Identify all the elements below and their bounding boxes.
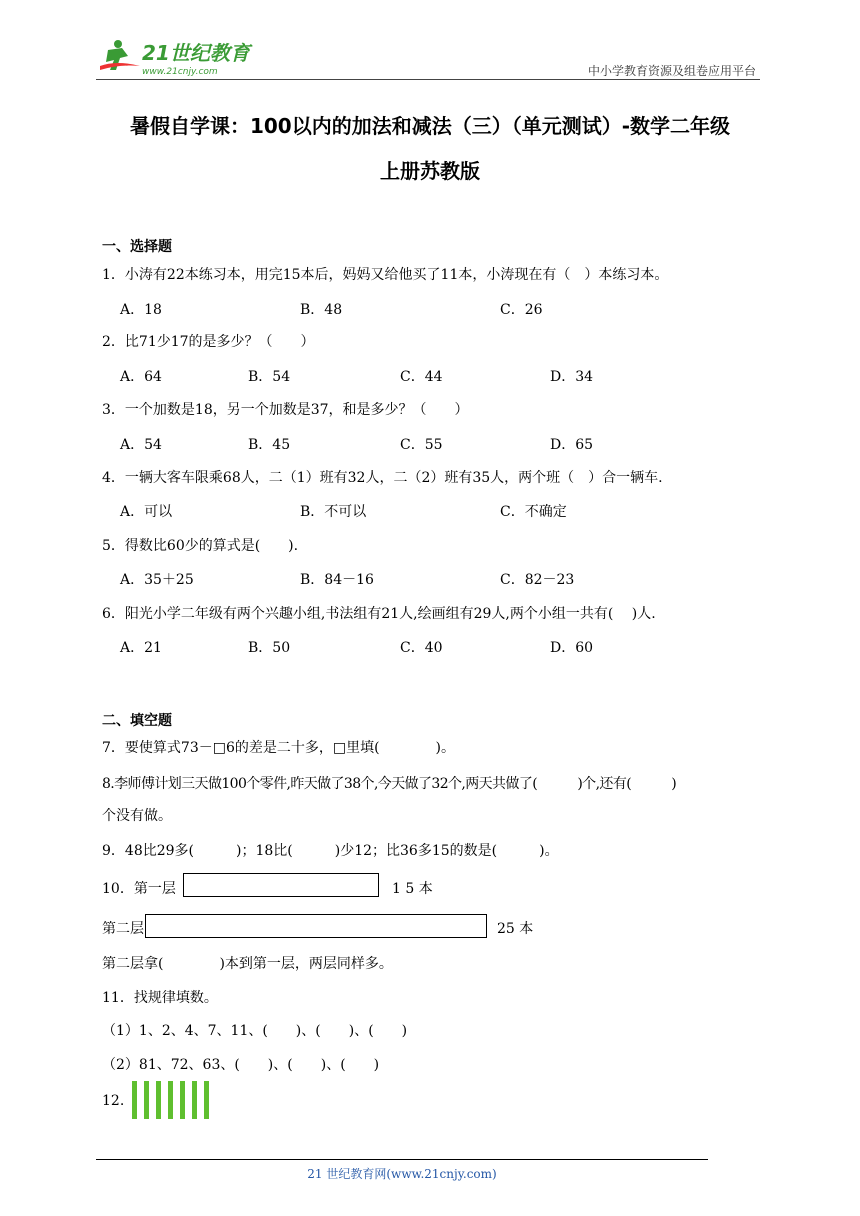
q2-option-c[interactable]: C．44 (400, 369, 443, 385)
question-11-part2: （2）81、72、63、( )、( )、( ) (102, 1057, 380, 1073)
q4-option-c[interactable]: C．不确定 (500, 504, 567, 520)
q6-option-b[interactable]: B．50 (248, 640, 291, 656)
q4-option-a[interactable]: A．可以 (120, 504, 173, 520)
question-7: 7．要使算式73－□6的差是二十多，□里填( )。 (102, 740, 456, 756)
q6-option-a[interactable]: A．21 (120, 640, 162, 656)
q10-label-floor2: 第二层 (102, 921, 144, 937)
sticks-icon (130, 1079, 220, 1121)
question-11-part1: （1）1、2、4、7、11、( )、( )、( ) (102, 1023, 408, 1039)
counting-stick (168, 1081, 173, 1119)
q4-option-b[interactable]: B．不可以 (300, 504, 367, 520)
q3-option-c[interactable]: C．55 (400, 437, 443, 453)
q10-bar-floor2 (145, 914, 487, 938)
q10-bar-floor1 (183, 873, 379, 897)
question-9: 9．48比29多( )；18比( )少12；比36多15的数是( )。 (102, 843, 559, 859)
counting-stick (180, 1081, 185, 1119)
question-5: 5．得数比60少的算式是( ). (102, 538, 299, 554)
platform-name: 中小学教育资源及组卷应用平台 (587, 64, 756, 78)
q5-option-a[interactable]: A．35＋25 (120, 572, 194, 588)
q3-option-a[interactable]: A．54 (120, 437, 162, 453)
question-8-line2: 个没有做。 (102, 808, 172, 824)
page-title-line2: 上册苏教版 (380, 159, 480, 183)
q6-option-c[interactable]: C．40 (400, 640, 443, 656)
logo-text: 21世纪教育 (142, 41, 250, 65)
q1-option-a[interactable]: A．18 (120, 302, 162, 318)
header-divider (96, 79, 760, 80)
q5-option-c[interactable]: C．82－23 (500, 572, 575, 588)
section-fill-heading: 二、填空题 (102, 713, 172, 729)
counting-stick (204, 1081, 209, 1119)
counting-stick (132, 1081, 137, 1119)
footer-text: 21 世纪教育网(www.21cnjy.com) (307, 1167, 497, 1181)
site-logo (96, 36, 256, 80)
counting-sticks (130, 1079, 220, 1125)
question-6: 6．阳光小学二年级有两个兴趣小组,书法组有21人,绘画组有29人,两个小组一共有( )人. (102, 606, 656, 622)
question-8-line1: 8.李师傅计划三天做100个零件,昨天做了38个,今天做了32个,两天共做了( )个,还有( ) (102, 776, 677, 792)
footer-divider (96, 1159, 708, 1160)
counting-stick (192, 1081, 197, 1119)
counting-stick (144, 1081, 149, 1119)
question-2: 2．比71少17的是多少？（ ） (102, 334, 315, 350)
q6-option-d[interactable]: D．60 (550, 640, 594, 656)
q1-option-b[interactable]: B．48 (300, 302, 343, 318)
q10-value-floor1: 1 5 本 (392, 881, 433, 897)
q1-option-c[interactable]: C．26 (500, 302, 543, 318)
question-12: 12. (102, 1093, 125, 1109)
question-1: 1．小涛有22本练习本，用完15本后，妈妈又给他买了11本，小涛现在有（ ）本练习本。 (102, 267, 669, 283)
question-11: 11．找规律填数。 (102, 990, 218, 1006)
page-title-line1: 暑假自学课：100以内的加法和减法（三）（单元测试）-数学二年级 (129, 114, 731, 138)
question-4: 4．一辆大客车限乘68人，二（1）班有32人，二（2）班有35人，两个班（ ）合一辆车. (102, 470, 663, 486)
counting-stick (156, 1081, 161, 1119)
q2-option-a[interactable]: A．64 (120, 369, 162, 385)
q2-option-b[interactable]: B．54 (248, 369, 291, 385)
q10-value-floor2: 25 本 (497, 921, 534, 937)
q3-option-d[interactable]: D．65 (550, 437, 594, 453)
q5-option-b[interactable]: B．84－16 (300, 572, 374, 588)
q10-label-floor1: 10．第一层 (102, 881, 176, 897)
runner-logo-icon (96, 36, 256, 80)
q10-question: 第二层拿( )本到第一层，两层同样多。 (102, 956, 393, 972)
q3-option-b[interactable]: B．45 (248, 437, 291, 453)
logo-url: www.21cnjy.com (142, 67, 218, 77)
section-choice-heading: 一、选择题 (102, 239, 172, 255)
q2-option-d[interactable]: D．34 (550, 369, 594, 385)
question-3: 3．一个加数是18，另一个加数是37，和是多少？（ ） (102, 402, 469, 418)
